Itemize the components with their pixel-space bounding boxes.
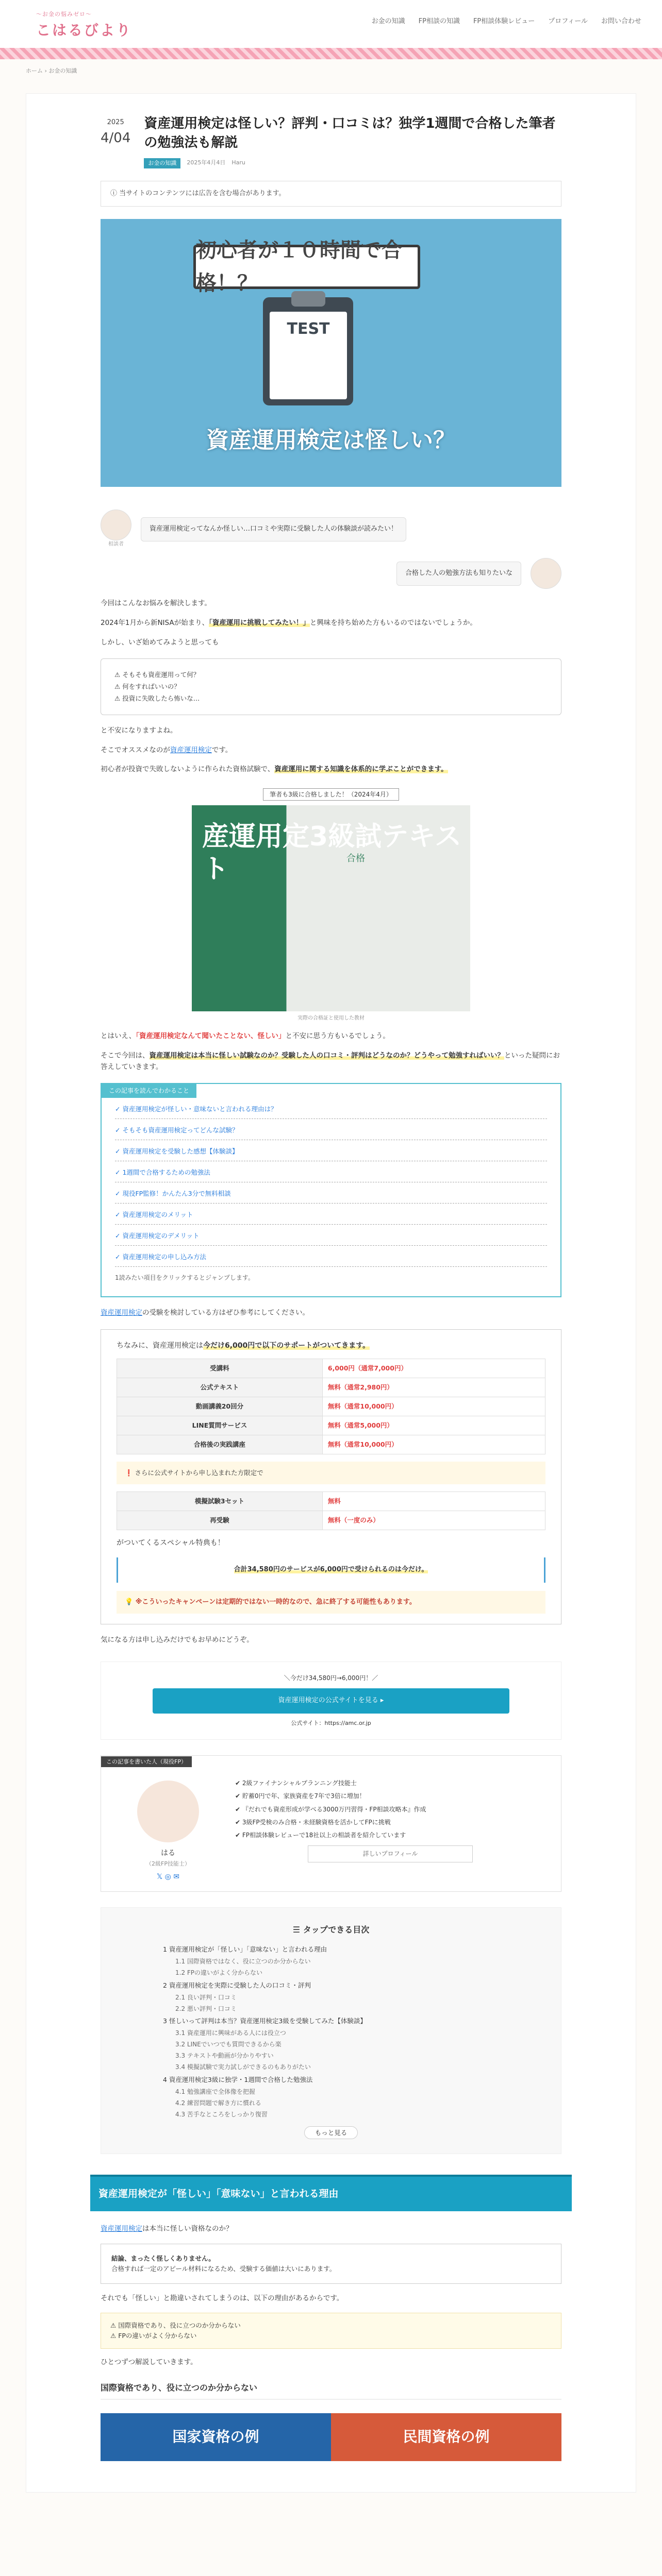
toc-subitem[interactable]: 4.3 苦手なところをしっかり復習 bbox=[175, 2111, 268, 2119]
subsection-heading: 国際資格であり、役に立つのか分からない bbox=[101, 2381, 561, 2400]
post-date bbox=[101, 114, 130, 168]
site-logo[interactable] bbox=[36, 10, 132, 42]
table-row: 再受験 無料（一度のみ） bbox=[117, 1511, 545, 1530]
logo-text: こはるびより bbox=[36, 21, 133, 39]
paragraph: 初心者が投資で失敗しないように作られた資格試験で、資産運用に関する知識を体系的に学ぶことができます。 bbox=[101, 765, 448, 774]
toc-item[interactable]: 1 資産運用検定が「怪しい」「意味ない」と言われる理由 bbox=[163, 1945, 327, 1954]
author-avatar bbox=[137, 1781, 199, 1842]
qualification-compare bbox=[101, 2413, 561, 2461]
summary-link[interactable]: ✓ 資産運用検定のメリット bbox=[115, 1210, 547, 1225]
test-paper: TEST bbox=[270, 312, 347, 399]
toc-subitem[interactable]: 3.3 テキストや動画が分かりやすい bbox=[175, 2052, 274, 2060]
author-box-title: この記事を書いた人（現役FP） bbox=[101, 1756, 192, 1768]
paragraph: と不安になりますよね。 bbox=[101, 726, 177, 735]
avatar bbox=[531, 558, 561, 589]
paragraph: 資産運用検定は本当に怪しい資格なのか？ bbox=[101, 2224, 233, 2233]
price-mid-text: がついてくるスペシャル特典も！ bbox=[117, 1539, 225, 1548]
author-role: （2級FP技能士） bbox=[146, 1860, 190, 1867]
total-box: 合計34,580円のサービスが6,000円で受けられるのは今だけ。 bbox=[117, 1557, 545, 1583]
summary-title: この記事を読んでわかること bbox=[102, 1084, 196, 1098]
list-item: ⚠ 国際資格であり、役に立つのか分からない bbox=[110, 2321, 241, 2329]
paragraph: 気になる方は申し込みだけでもお早めにどうぞ。 bbox=[101, 1636, 254, 1645]
article bbox=[26, 93, 636, 2493]
conclusion-box bbox=[101, 2244, 561, 2284]
summary-link[interactable]: ✓ 現役FP監修！かんたん3分で無料相談 bbox=[115, 1189, 547, 1204]
summary-box bbox=[101, 1083, 561, 1297]
private-qualification-header: 民間資格の例 bbox=[331, 2413, 561, 2461]
site-header bbox=[0, 0, 662, 59]
speech-bubble-right bbox=[101, 558, 561, 589]
eyecatch-subline: 資産運用検定は怪しい？ bbox=[206, 427, 456, 454]
avatar bbox=[101, 510, 131, 540]
list-item: ⚠ FPの違いがよく分からない bbox=[110, 2331, 197, 2340]
author-points bbox=[235, 1775, 545, 1883]
global-nav bbox=[372, 16, 641, 27]
profile-more-button[interactable]: 詳しいプロフィール bbox=[308, 1845, 473, 1862]
nav-item-profile[interactable]: プロフィール bbox=[548, 18, 588, 26]
page-title: 資産運用検定は怪しい？評判・口コミは？独学1週間で合格した筆者の勉強法も解説 bbox=[144, 115, 556, 151]
bonus-note: ❗ さらに公式サイトから申し込まれた方限定で bbox=[117, 1462, 545, 1484]
table-row: 公式テキスト 無料（通常2,980円） bbox=[117, 1378, 545, 1397]
avatar-name: 相談者 bbox=[108, 541, 124, 548]
national-qualification-header: 国家資格の例 bbox=[101, 2413, 331, 2461]
summary-link[interactable]: ✓ 資産運用検定の申し込み方法 bbox=[115, 1252, 547, 1267]
paragraph: 資産運用検定の受験を検討している方はぜひ参考にしてください。 bbox=[101, 1309, 309, 1317]
certificate-photo bbox=[192, 805, 470, 1011]
cta-lead: ＼今だけ34,580円→6,000円！／ bbox=[284, 1674, 378, 1682]
paragraph: 今回はこんなお悩みを解決します。 bbox=[101, 599, 211, 608]
bubble-text: 資産運用検定ってなんか怪しい…口コミや実際に受験した人の体験談が読みたい！ bbox=[141, 517, 406, 541]
ad-notice-text: 当サイトのコンテンツには広告を含む場合があります。 bbox=[119, 189, 286, 197]
nav-item-fp[interactable]: FP相談の知識 bbox=[418, 18, 460, 26]
photo-pass-text: 合格 bbox=[346, 853, 365, 865]
paragraph: しかし、いざ始めてみようと思っても bbox=[101, 638, 219, 647]
toc-item[interactable]: 4 資産運用検定3級に独学・1週間で合格した勉強法 bbox=[163, 2075, 313, 2083]
author-box bbox=[101, 1755, 561, 1892]
author-name[interactable]: Haru bbox=[231, 159, 245, 166]
eyecatch-image bbox=[101, 219, 561, 487]
list-item: ✔ 『だれでも資産形成が学べる3000万円習得・FP相談攻略本』作成 bbox=[235, 1805, 426, 1813]
toc-subitem[interactable]: 3.2 LINEでいつでも質問できるから楽 bbox=[175, 2041, 282, 2048]
toc-item[interactable]: 2 資産運用検定を実際に受験した人の口コミ・評判 bbox=[163, 1981, 311, 1989]
logo-tagline: 〜お金の悩みゼロ〜 bbox=[36, 11, 92, 18]
list-item: ✔ 2級ファイナンシャルプランニング技能士 bbox=[235, 1780, 357, 1787]
nav-item-review[interactable]: FP相談体験レビュー bbox=[473, 18, 535, 26]
summary-footnote: 1読みたい項目をクリックするとジャンプします。 bbox=[115, 1274, 254, 1282]
conclusion-body: 合格すれば一定のアピール材料になるため、受験する価値は大いにあります。 bbox=[111, 2265, 336, 2273]
photo-note: 実際の合格証と使用した教材 bbox=[297, 1015, 365, 1022]
table-row: 受講料 6,000円（通常7,000円） bbox=[117, 1359, 545, 1378]
reason-list bbox=[101, 2313, 561, 2349]
official-url[interactable]: 公式サイト：https://amc.or.jp bbox=[291, 1720, 371, 1727]
exam-link[interactable]: 資産運用検定 bbox=[101, 1309, 142, 1317]
nav-item-contact[interactable]: お問い合わせ bbox=[601, 18, 641, 26]
photo-book-title: 産運用定3級試テキスト bbox=[202, 821, 462, 885]
price-table bbox=[117, 1359, 545, 1454]
price-box bbox=[101, 1329, 561, 1624]
bubble-text: 合格した人の勉強方法も知りたいな bbox=[396, 562, 521, 586]
speech-bubble-left bbox=[101, 510, 561, 549]
nav-item-money[interactable]: お金の知識 bbox=[371, 18, 405, 26]
toc-subitem[interactable]: 4.2 練習問題で解き方に慣れる bbox=[175, 2099, 261, 2107]
toc-title: ☰ タップできる目次 bbox=[292, 1924, 370, 1935]
photo-caption: 筆者も3級に合格しました！（2024年4月） bbox=[101, 789, 561, 800]
summary-link[interactable]: ✓ 1週間で合格するための勉強法 bbox=[115, 1167, 547, 1182]
conclusion-title: 結論、まったく怪しくありません。 bbox=[111, 2255, 215, 2263]
price-intro: ちなみに、資産運用検定は今だけ6,000円で以下のサポートがついてきます。 bbox=[117, 1342, 370, 1350]
clip-icon bbox=[291, 291, 325, 307]
table-row: 動画講義20回分 無料（通常10,000円） bbox=[117, 1397, 545, 1416]
exam-link[interactable]: 資産運用検定 bbox=[170, 745, 212, 754]
toc-subitem[interactable]: 1.1 国際資格ではなく、役に立つのか分からない bbox=[175, 1958, 311, 1965]
table-row: 模擬試験3セット 無料 bbox=[117, 1492, 545, 1511]
category-badge[interactable]: お金の知識 bbox=[144, 158, 180, 168]
official-site-button[interactable]: 資産運用検定の公式サイトを見る ▸ bbox=[153, 1688, 509, 1714]
toc-more-button[interactable]: もっと見る bbox=[304, 2126, 358, 2139]
toc-item[interactable]: 3 怪しいって評判は本当？資産運用検定3級を受験してみた【体験談】 bbox=[163, 2016, 367, 2025]
author-display-name: はる bbox=[161, 1849, 175, 1858]
exam-link[interactable]: 資産運用検定 bbox=[101, 2224, 142, 2233]
toc-subitem[interactable]: 3.1 資産運用に興味がある人には役立つ bbox=[175, 2029, 286, 2037]
toc-subitem[interactable]: 2.1 良い評判・口コミ bbox=[175, 1993, 237, 2001]
cta-box bbox=[101, 1662, 561, 1740]
paragraph: そこでオススメなのが資産運用検定です。 bbox=[101, 745, 233, 754]
post-year: 2025 bbox=[107, 118, 124, 126]
table-row: LINE質問サービス 無料（通常5,000円） bbox=[117, 1416, 545, 1435]
list-item: ✔ 貯蓄0円で年、家族資産を7年で3倍に増加！ bbox=[235, 1792, 366, 1800]
paragraph: それでも「怪しい」と勘違いされてしまうのは、以下の理由があるからです。 bbox=[101, 2294, 344, 2303]
concern-list bbox=[101, 658, 561, 715]
summary-link[interactable]: ✓ 資産運用検定のデメリット bbox=[115, 1231, 547, 1246]
breadcrumb[interactable]: ホーム › お金の知識 bbox=[26, 67, 77, 74]
list-item: ✔ FP相談体験レビューで18社以上の相談者を紹介しています bbox=[235, 1831, 406, 1839]
summary-link[interactable]: ✓ そもそも資産運用検定ってどんな試験？ bbox=[115, 1125, 547, 1140]
toc-subitem[interactable]: 3.4 模擬試験で実力試しができるのもありがたい bbox=[175, 2063, 311, 2071]
bonus-table bbox=[117, 1492, 545, 1530]
published-date: 2025年4月4日 bbox=[187, 159, 226, 166]
summary-link[interactable]: ✓ 資産運用検定を受験した感想【体験談】 bbox=[115, 1146, 547, 1161]
toc-subitem[interactable]: 4.1 勉強講座で全体像を把握 bbox=[175, 2088, 255, 2095]
list-item: ⚠ 何をすればいいの？ bbox=[114, 683, 180, 691]
toc-subitem[interactable]: 2.2 悪い評判・口コミ bbox=[175, 2005, 237, 2012]
social-icons[interactable]: 𝕏 ◎ ✉ bbox=[156, 1873, 180, 1882]
list-item: ⚠ そもそも資産運用って何？ bbox=[114, 671, 200, 679]
paragraph: そこで今回は、資産運用検定は本当に怪しい試験なのか？受験した人の口コミ・評判はどうなのか？どうやって勉強すればいい？といった疑問にお答えしていきます。 bbox=[101, 1051, 560, 1071]
toc-subitem[interactable]: 1.2 FPの違いがよく分からない bbox=[175, 1969, 263, 1977]
post-day: 4/04 bbox=[101, 130, 131, 146]
summary-link[interactable]: ✓ 資産運用検定が怪しい・意味ないと言われる理由は？ bbox=[115, 1104, 547, 1119]
paragraph: とはいえ、「資産運用検定なんて聞いたことない、怪しい」と不安に思う方もいるでしょう。 bbox=[101, 1032, 390, 1041]
paragraph: ひとつずつ解説していきます。 bbox=[101, 2358, 197, 2366]
list-item: ⚠ 投資に失敗したら怖いな… bbox=[114, 694, 200, 703]
section-heading: 資産運用検定が「怪しい」「意味ない」と言われる理由 bbox=[90, 2175, 572, 2211]
table-of-contents bbox=[101, 1907, 561, 2155]
eyecatch-headline: 初心者が１０時間で合格！？ bbox=[193, 245, 420, 289]
campaign-note: 💡 ※こういったキャンペーンは定期的ではない一時的なので、急に終了する可能性もあります。 bbox=[117, 1591, 545, 1614]
list-item: ✔ 3級FP受検のみ合格・未経験資格を活かしてFPに挑戦 bbox=[235, 1818, 391, 1826]
ad-notice: ⓘ 当サイトのコンテンツには広告を含む場合があります。 bbox=[101, 181, 561, 207]
paragraph: 2024年1月から新NISAが始まり、「資産運用に挑戦してみたい！」と興味を持ち始めた方もいるのではないでしょうか。 bbox=[101, 618, 477, 627]
table-row: 合格後の実践講座 無料（通常10,000円） bbox=[117, 1435, 545, 1454]
